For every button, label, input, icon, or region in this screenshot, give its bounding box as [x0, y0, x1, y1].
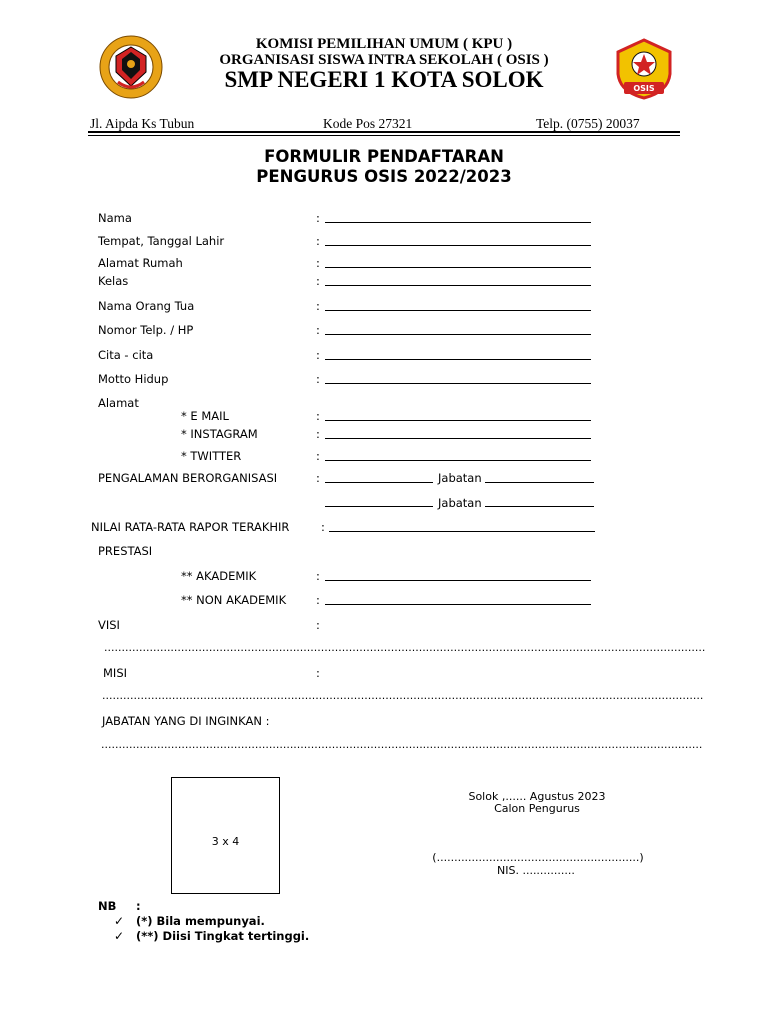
label-non-akademik: ** NON AKADEMIK: [181, 593, 287, 607]
nb-colon: :: [136, 899, 141, 913]
place-date: Solok ,...... Agustus 2023: [468, 790, 606, 803]
colon: :: [316, 427, 320, 441]
address-postal: Kode Pos 27321: [323, 116, 413, 131]
label-nilai: NILAI RATA-RATA RAPOR TERAKHIR: [91, 520, 290, 534]
colon: :: [316, 274, 320, 288]
field-jabatan-1[interactable]: [485, 482, 594, 483]
field-organisasi-2[interactable]: [325, 506, 433, 507]
label-instagram: * INSTAGRAM: [181, 427, 258, 441]
field-visi[interactable]: ............................................................................................................................................................................: [104, 641, 706, 654]
header-rule-thin: [88, 135, 680, 136]
school-name: SMP NEGERI 1 KOTA SOLOK: [224, 67, 544, 92]
address-street: Jl. Aipda Ks Tubun: [90, 116, 195, 131]
field-cita[interactable]: [325, 359, 591, 360]
osis-logo-text: OSIS: [633, 84, 655, 93]
label-pengalaman: PENGALAMAN BERORGANISASI: [98, 471, 278, 485]
colon: :: [316, 409, 320, 423]
colon: :: [316, 211, 320, 225]
colon: :: [316, 593, 320, 607]
label-jabatan: Jabatan: [438, 471, 482, 485]
field-telp[interactable]: [325, 334, 591, 335]
header-line-1: KOMISI PEMILIHAN UMUM ( KPU ): [255, 36, 513, 52]
label-alamat-rumah: Alamat Rumah: [98, 256, 183, 270]
label-jabatan-diinginkan: JABATAN YANG DI INGINKAN :: [102, 714, 270, 728]
label-email: * E MAIL: [181, 409, 229, 423]
colon: :: [316, 449, 320, 463]
colon: :: [316, 372, 320, 386]
colon: :: [316, 618, 320, 632]
field-nama[interactable]: [325, 222, 591, 223]
colon: :: [316, 348, 320, 362]
header-line-2: ORGANISASI SISWA INTRA SEKOLAH ( OSIS ): [219, 52, 549, 68]
field-email[interactable]: [325, 420, 591, 421]
field-kelas[interactable]: [325, 285, 591, 286]
form-title-2: PENGURUS OSIS 2022/2023: [256, 167, 512, 186]
signature-name-line[interactable]: (..........................................................): [432, 851, 644, 864]
photo-box: [171, 777, 280, 894]
colon: :: [316, 471, 320, 485]
colon: :: [316, 299, 320, 313]
field-non-akademik[interactable]: [325, 604, 591, 605]
role-label: Calon Pengurus: [494, 802, 580, 815]
colon: :: [316, 323, 320, 337]
label-motto: Motto Hidup: [98, 372, 169, 386]
label-prestasi: PRESTASI: [98, 544, 153, 558]
note-item: (*) Bila mempunyai.: [136, 914, 265, 928]
note-item: (**) Diisi Tingkat tertinggi.: [136, 929, 310, 943]
label-akademik: ** AKADEMIK: [181, 569, 257, 583]
label-visi: VISI: [98, 618, 120, 632]
label-kelas: Kelas: [98, 274, 129, 288]
check-icon: ✓: [114, 914, 125, 928]
label-cita: Cita - cita: [98, 348, 154, 362]
colon: :: [316, 234, 320, 248]
colon: :: [316, 256, 320, 270]
label-ttl: Tempat, Tanggal Lahir: [98, 234, 225, 248]
field-motto[interactable]: [325, 383, 591, 384]
colon: :: [316, 569, 320, 583]
colon: :: [316, 666, 320, 680]
field-orang-tua[interactable]: [325, 310, 591, 311]
field-misi[interactable]: ............................................................................................................................................................................: [102, 689, 704, 702]
label-nama: Nama: [98, 211, 132, 225]
check-icon: ✓: [114, 929, 125, 943]
label-jabatan: Jabatan: [438, 496, 482, 510]
photo-size-label: 3 x 4: [211, 835, 240, 848]
field-alamat-rumah[interactable]: [325, 267, 591, 268]
field-nilai[interactable]: [329, 531, 595, 532]
form-title-1: FORMULIR PENDAFTARAN: [264, 147, 504, 166]
header-rule-thick: [88, 131, 680, 133]
nis-field[interactable]: NIS. ...............: [497, 864, 575, 877]
label-telp: Nomor Telp. / HP: [98, 323, 194, 337]
field-instagram[interactable]: [325, 438, 591, 439]
address-phone: Telp. (0755) 20037: [536, 116, 640, 131]
label-alamat: Alamat: [98, 396, 139, 410]
field-jabatan-2[interactable]: [485, 506, 594, 507]
colon: :: [321, 520, 325, 534]
label-orang-tua: Nama Orang Tua: [98, 299, 195, 313]
field-ttl[interactable]: [325, 245, 591, 246]
field-jabatan-diinginkan[interactable]: ............................................................................................................................................................................: [101, 738, 703, 751]
label-misi: MISI: [103, 666, 128, 680]
field-akademik[interactable]: [325, 580, 591, 581]
label-twitter: * TWITTER: [181, 449, 242, 463]
field-twitter[interactable]: [325, 460, 591, 461]
field-organisasi-1[interactable]: [325, 482, 433, 483]
nb-label: NB: [98, 899, 117, 913]
